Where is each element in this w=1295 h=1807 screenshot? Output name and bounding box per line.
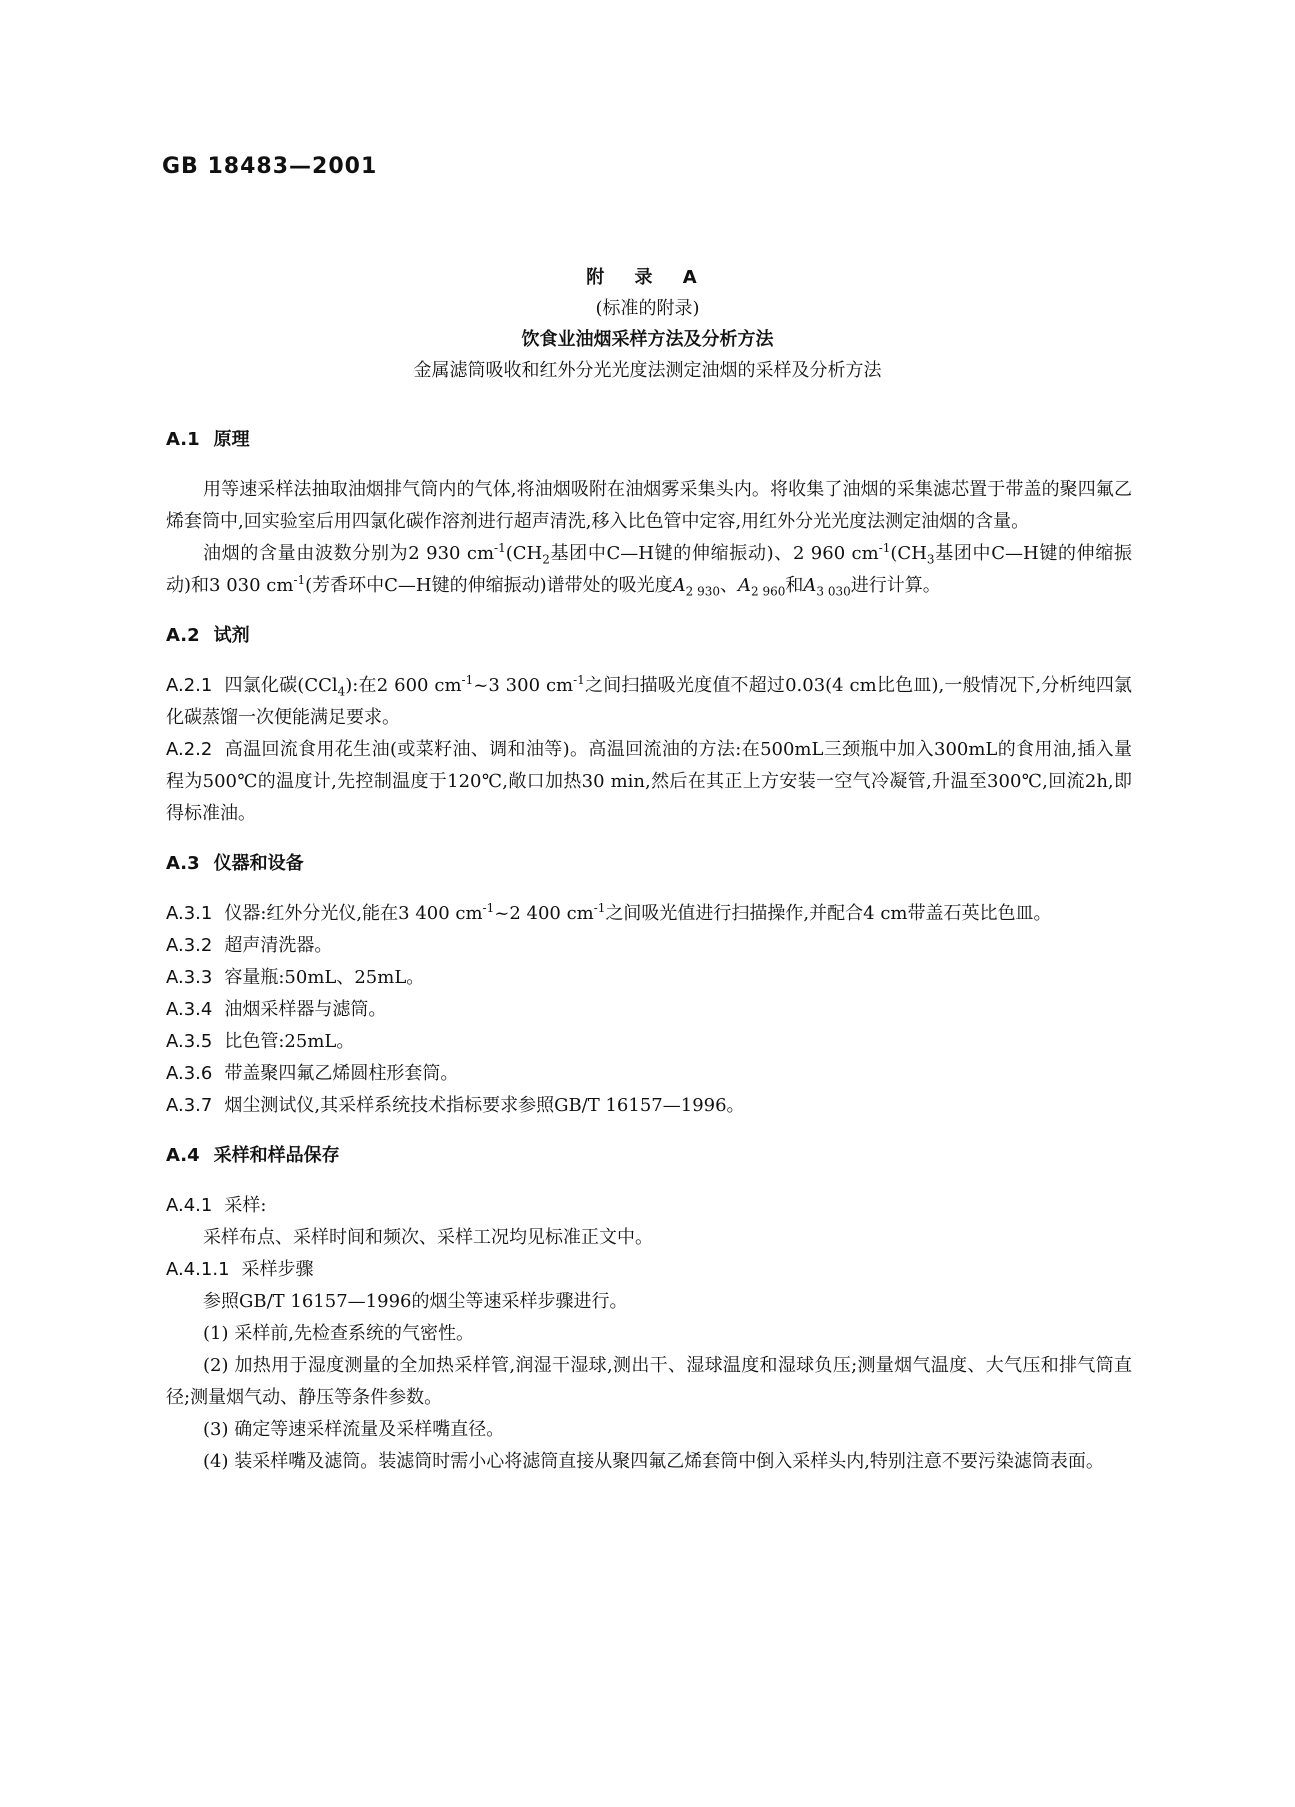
clause-a3-7: A.3.7 烟尘测试仪,其采样系统技术指标要求参照GB/T 16157—1996。 bbox=[166, 1095, 745, 1116]
step-1: (1) 采样前,先检查系统的气密性。 bbox=[203, 1323, 474, 1344]
clause-a2-2: A.2.2 高温回流食用花生油(或菜籽油、调和油等)。高温回流油的方法:在500mL三颈瓶中加入300mL的食用油,插入量程为500℃的温度计,先控制温度于120℃,敞口加热30 min,然后在其正上方安装一空气冷凝管,升温至300℃,回流2h,即得标准油。 bbox=[166, 739, 1132, 824]
annex-label: 附 录 A bbox=[586, 267, 709, 288]
clause-a4-1-1: A.4.1.1 采样步骤 bbox=[166, 1259, 314, 1280]
section-title: 仪器和设备 bbox=[213, 853, 304, 874]
paragraph-a4-1: 采样布点、采样时间和频次、采样工况均见标准正文中。 bbox=[203, 1227, 653, 1248]
step-2: (2) 加热用于湿度测量的全加热采样管,润湿干湿球,测出干、湿球温度和湿球负压;测量烟气温度、大气压和排气筒直径;测量烟气动、静压等条件参数。 bbox=[166, 1355, 1132, 1408]
clause-a3-6: A.3.6 带盖聚四氟乙烯圆柱形套筒。 bbox=[166, 1063, 459, 1084]
clause-a2-1: A.2.1 四氯化碳(CCl$_4$):在2 600 $cm^{-1}\sim 3$ 300 $cm^{-1}$之间扫描吸光度值不超过0.03(4 cm比色皿),一般情况下,分析纯四氯化碳蒸馏一次便能满足要求。 bbox=[166, 673, 1133, 728]
paragraph-principle-1: 用等速采样法抽取油烟排气筒内的气体,将油烟吸附在油烟雾采集头内。将收集了油烟的采集滤芯置于带盖的聚四氟乙烯套筒中,回实验室后用四氯化碳作溶剂进行超声清洗,移入比色管中定容,用红外分光光度法测定油烟的含量。 bbox=[166, 479, 1132, 532]
standard-number: GB 18483—2001 bbox=[162, 154, 378, 179]
section-heading-a2 bbox=[166, 620, 1132, 652]
section-heading-a1 bbox=[166, 424, 1132, 456]
section-title: 原理 bbox=[213, 429, 250, 450]
step-3: (3) 确定等速采样流量及采样嘴直径。 bbox=[203, 1419, 505, 1440]
section-heading-a4 bbox=[166, 1140, 1132, 1172]
section-title: 试剂 bbox=[213, 625, 250, 646]
section-number: A.1 bbox=[166, 429, 200, 450]
section-title: 采样和样品保存 bbox=[213, 1145, 340, 1166]
clause-a3-3: A.3.3 容量瓶:50mL、25mL。 bbox=[166, 967, 425, 988]
step-4: (4) 装采样嘴及滤筒。装滤筒时需小心将滤筒直接从聚四氟乙烯套筒中倒入采样头内,特别注意不要污染滤筒表面。 bbox=[203, 1451, 1104, 1472]
section-number: A.4 bbox=[166, 1145, 200, 1166]
section-heading-a3 bbox=[166, 848, 1132, 880]
annex-main-title: 饮食业油烟采样方法及分析方法 bbox=[521, 329, 774, 350]
annex-subtitle: 金属滤筒吸收和红外分光光度法测定油烟的采样及分析方法 bbox=[413, 360, 882, 381]
section-number: A.2 bbox=[166, 625, 200, 646]
clause-a3-4: A.3.4 油烟采样器与滤筒。 bbox=[166, 999, 387, 1020]
paragraph-principle-2: 油烟的含量由波数分别为2 930 $cm^{-1}(CH_2$基团中C—H键的伸缩振动)、2 960 $cm^{-1}(CH_3$基团中C—H键的伸缩振动)和3 030 $cm^{-1}$(芳香环中C—H键的伸缩振动)谱带处的吸光度$A_{2 930}$、$A_{2 960}$和$A_{3 030}$进行计算。 bbox=[166, 541, 1132, 599]
clause-a3-5: A.3.5 比色管:25mL。 bbox=[166, 1031, 355, 1052]
document-body bbox=[166, 424, 1132, 1478]
clause-a3-2: A.3.2 超声清洗器。 bbox=[166, 935, 333, 956]
annex-normative: (标准的附录) bbox=[595, 298, 700, 319]
clause-a4-1: A.4.1 采样: bbox=[166, 1195, 267, 1216]
annex-title-block bbox=[162, 262, 1133, 386]
clause-a3-1: A.3.1 仪器:红外分光仪,能在3 400 $cm^{-1}\sim 2$ 400 $cm^{-1}$之间吸光值进行扫描操作,并配合4 cm带盖石英比色皿。 bbox=[166, 901, 1052, 924]
section-number: A.3 bbox=[166, 853, 200, 874]
paragraph-a4-1-1: 参照GB/T 16157—1996的烟尘等速采样步骤进行。 bbox=[203, 1291, 628, 1312]
